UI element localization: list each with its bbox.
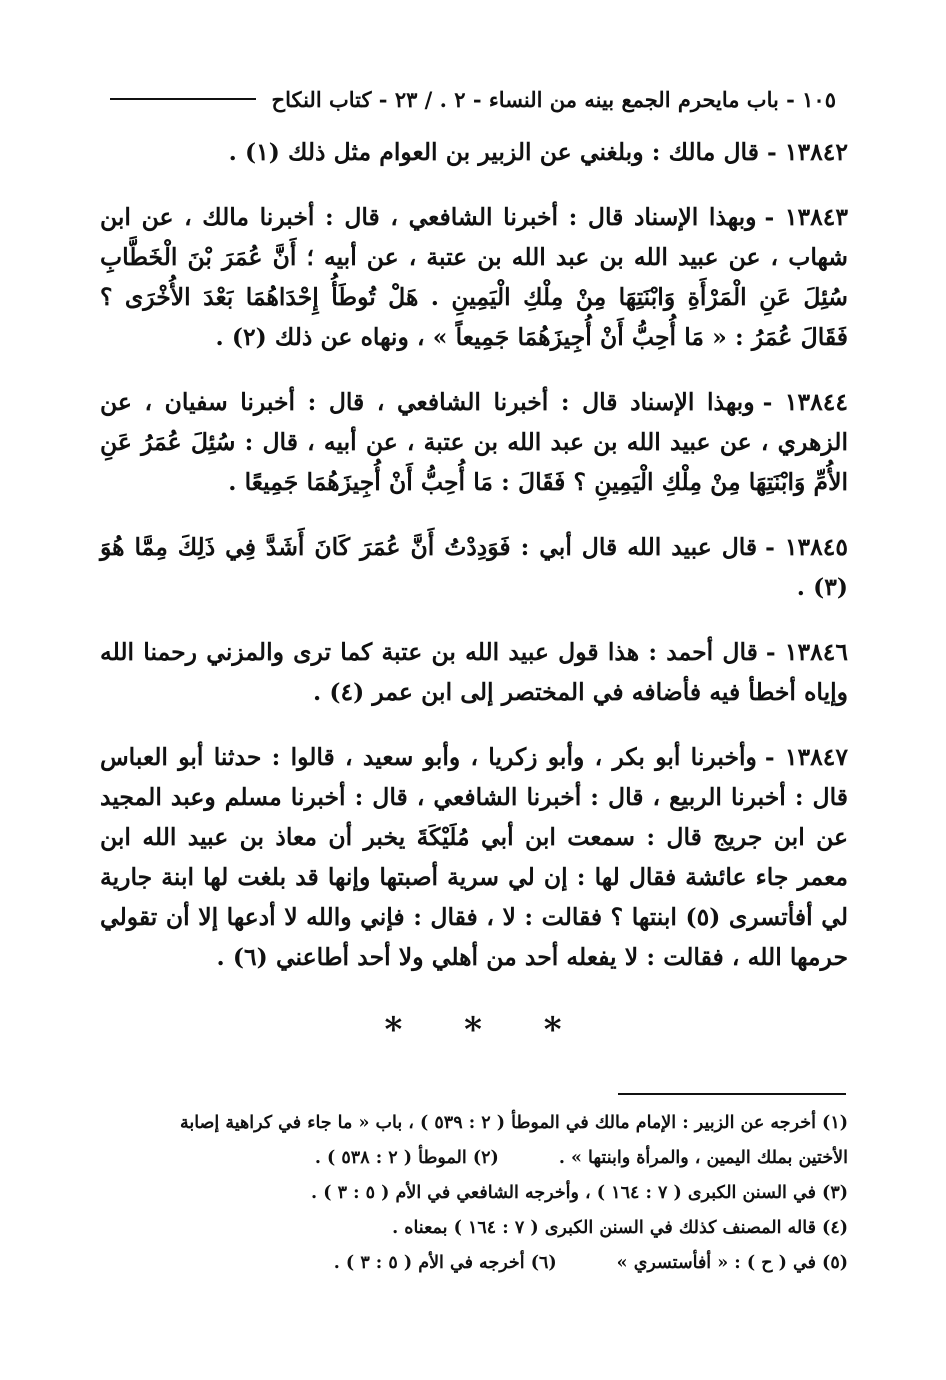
footnote-row-5: [100, 1246, 848, 1281]
section-separator: [0, 1010, 946, 1050]
paragraph-13846: [100, 632, 848, 712]
paragraph-13844: [100, 382, 848, 502]
footnote-rule: [618, 1093, 846, 1095]
running-header-text: ١٠٥ - باب مايحرم الجمع بينه من النساء - ٢ . / ٢٣ - كتاب النكاح: [271, 86, 836, 112]
paragraph-text: وبهذا الإسناد قال : أخبرنا الشافعي ، قال : أخبرنا سفيان ، عن الزهري ، عن عبيد الله بن عبد الله بن عتبة ، عن أبيه ، قال : سُئِلَ عُمَرُ عَنِ الأُمِّ وَابْنَتِهَا مِنْ مِلْكِ الْيَمِينِ ؟ فَقَالَ : مَا أُحِبُّ أَنْ أُجِيزَهُمَا جَمِيعًا .: [100, 388, 848, 496]
paragraph-13847: [100, 737, 848, 977]
footnote-5: (٥) في ( ح ) : « أفأستسري »: [616, 1253, 848, 1273]
paragraph-text: قال عبيد الله قال أبي : فَوَدِدْتُ أَنَّ عُمَرَ كَانَ أَشَدَّ فِي ذَلِكَ مِمَّا هُوَ (٣) .: [100, 533, 848, 601]
footnote-gap: [499, 1141, 559, 1176]
header-rule: [110, 98, 256, 100]
footnote-3: (٣) في السنن الكبرى ( ٧ : ١٦٤ ) ، وأخرجه الشافعي في الأم ( ٥ : ٣ ) .: [311, 1183, 848, 1203]
footnote-4: (٤) قاله المصنف كذلك في السنن الكبرى ( ٧ : ١٦٤ ) بمعناه .: [392, 1218, 848, 1238]
footnote-6: (٦) أخرجه في الأم ( ٥ : ٣ ) .: [333, 1253, 557, 1273]
footnote-1: (١) أخرجه عن الزبير : الإمام مالك في الموطأ ( ٢ : ٥٣٩ ) ، باب « ما جاء في كراهية إصابة: [179, 1113, 848, 1133]
footnote-2: (٢) الموطأ ( ٢ : ٥٣٨ ) .: [314, 1148, 499, 1168]
paragraph-number: ١٣٨٤٤ -: [762, 388, 849, 416]
footnote-gap: [557, 1246, 617, 1281]
running-header: [110, 84, 836, 114]
paragraph-number: ١٣٨٤٥ -: [765, 533, 848, 561]
footnote-row-2: [100, 1141, 848, 1176]
paragraph-number: ١٣٨٤٦ -: [765, 638, 849, 666]
paragraph-number: ١٣٨٤٣ -: [764, 203, 849, 231]
footnotes: [100, 1106, 848, 1281]
paragraph-13845: [100, 527, 848, 607]
separator-star: *: [384, 1010, 403, 1050]
paragraph-number: ١٣٨٤٧ -: [764, 743, 849, 771]
main-text: [100, 132, 848, 1002]
paragraph-number: ١٣٨٤٢ -: [766, 138, 848, 166]
paragraph-text: قال أحمد : هذا قول عبيد الله بن عتبة كما ترى والمزني رحمنا الله وإياه أخطأ فيه فأضافه في المختصر إلى ابن عمر (٤) .: [100, 638, 848, 706]
paragraph-13842: [100, 132, 848, 172]
paragraph-text: وأخبرنا أبو بكر ، وأبو زكريا ، وأبو سعيد ، قالوا : حدثنا أبو العباس قال : أخبرنا الربيع ، قال : أخبرنا الشافعي ، قال : أخبرنا مسلم وعبد المجيد عن ابن جريج قال : سمعت ابن أبي مُلَيْكَةَ يخبر أن معاذ بن عبيد الله ابن معمر جاء عائشة فقال لها : إن لي سرية أصبتها وإنها قد بلغت لها ابنة جارية لي أفأتسرى (٥) ابنتها ؟ فقالت : لا ، فقال : فإني والله لا أدعها إلا أن تقولي حرمها الله ، فقالت : لا يفعله أحد من أهلي ولا أحد أطاعني (٦) .: [100, 743, 848, 971]
paragraph-text: قال مالك : وبلغني عن الزبير بن العوام مثل ذلك (١) .: [228, 138, 759, 166]
separator-star: *: [464, 1010, 482, 1050]
separator-star: *: [543, 1010, 562, 1050]
footnote-1-continued: الأختين بملك اليمين ، والمرأة وابنتها » .: [558, 1148, 848, 1168]
paragraph-13843: [100, 197, 848, 357]
paragraph-text: وبهذا الإسناد قال : أخبرنا الشافعي ، قال : أخبرنا مالك ، عن ابن شهاب ، عن عبيد الله بن عبد الله بن عتبة ، عن أبيه ؛ أَنَّ عُمَرَ بْنَ الْخَطَّابِ سُئِلَ عَنِ الْمَرْأَةِ وَابْنَتِهَا مِنْ مِلْكِ الْيَمِينِ . هَلْ تُوطَأُ إِحْدَاهُمَا بَعْدَ الأُخْرَى ؟ فَقَالَ عُمَرُ : « مَا أُحِبُّ أَنْ أُجِيزَهُمَا جَمِيعاً » ، ونهاه عن ذلك (٢) .: [100, 203, 848, 351]
